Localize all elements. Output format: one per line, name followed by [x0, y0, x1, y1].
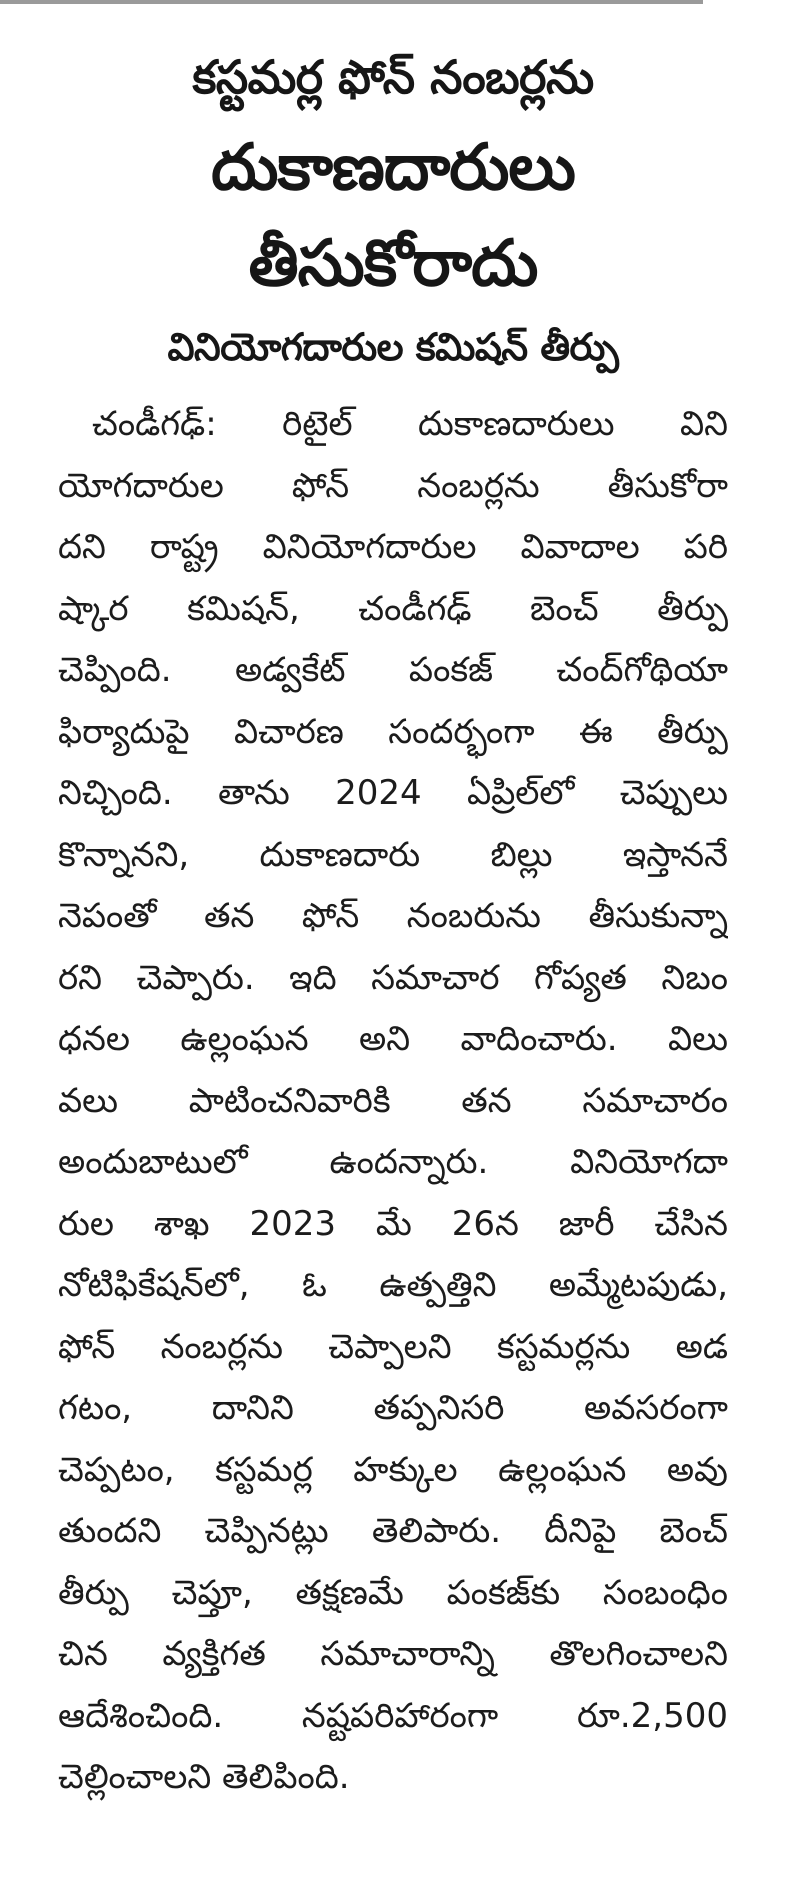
body-line: చెప్పటం, కస్టమర్ల హక్కుల ఉల్లంఘన అవు	[58, 1449, 728, 1490]
news-clipping	[58, 40, 728, 1809]
subheading: వినియోగదారుల కమిషన్ తీర్పు	[167, 325, 619, 369]
body-line: చిన వ్యక్తిగత సమాచారాన్ని తొలగించాలని	[58, 1634, 728, 1674]
body-line: నిచ్చింది. తాను 2024 ఏప్రిల్‌లో చెప్పులు	[58, 773, 728, 813]
body-line: గటం, దానిని తప్పనిసరి అవసరంగా	[58, 1388, 728, 1428]
headline-line-1: దుకాణదారులు	[211, 131, 575, 205]
body-line: చెప్పింది. అడ్వకేట్ పంకజ్ చంద్‌గోథియా	[58, 650, 728, 690]
body-line: అందుబాటులో ఉందన్నారు. వినియోగదా	[58, 1142, 728, 1182]
body-line: చెల్లించాలని తెలిపింది.	[58, 1757, 350, 1797]
body-line: తీర్పు చెప్తూ, తక్షణమే పంకజ్‌కు సంబంధిం	[58, 1572, 728, 1613]
body-line: ఫోన్ నంబర్లను చెప్పాలని కస్టమర్లను అడ	[58, 1326, 728, 1367]
body-line: నోటిఫికేషన్‌లో, ఓ ఉత్పత్తిని అమ్మేటపుడు,	[58, 1265, 728, 1305]
kicker-heading: కస్టమర్ల ఫోన్ నంబర్లను	[192, 50, 594, 104]
body-line: ధనల ఉల్లంఘన అని వాదించారు. విలు	[58, 1019, 728, 1059]
body-line: ష్కార కమిషన్, చండీగఢ్ బెంచ్ తీర్పు	[58, 588, 728, 629]
body-line: ఆదేశించింది. నష్టపరిహారంగా రూ.2,500	[58, 1695, 728, 1736]
body-line: కొన్నానని, దుకాణదారు బిల్లు ఇస్తాననే	[58, 834, 728, 875]
body-line: రని చెప్పారు. ఇది సమాచార గోప్యత నిబం	[58, 957, 728, 998]
body-line: ఫిర్యాదుపై విచారణ సందర్భంగా ఈ తీర్పు	[58, 711, 728, 752]
body-line: తుందని చెప్పినట్లు తెలిపారు. దీనిపై బెంచ్	[58, 1511, 728, 1551]
top-divider	[0, 0, 703, 4]
headline-line-2: తీసుకోరాదు	[248, 227, 538, 301]
body-line: చండీగఢ్: రిటైల్ దుకాణదారులు విని	[92, 404, 728, 444]
body-line: రుల శాఖ 2023 మే 26న జారీ చేసిన	[58, 1203, 728, 1244]
body-line: నెపంతో తన ఫోన్ నంబరును తీసుకున్నా	[58, 896, 728, 936]
body-line: యోగదారుల ఫోన్ నంబర్లను తీసుకోరా	[58, 465, 728, 506]
article-body	[58, 394, 728, 1809]
body-line: దని రాష్ట్ర వినియోగదారుల వివాదాల పరి	[58, 527, 728, 567]
body-line: వలు పాటించనివారికి తన సమాచారం	[58, 1080, 728, 1121]
